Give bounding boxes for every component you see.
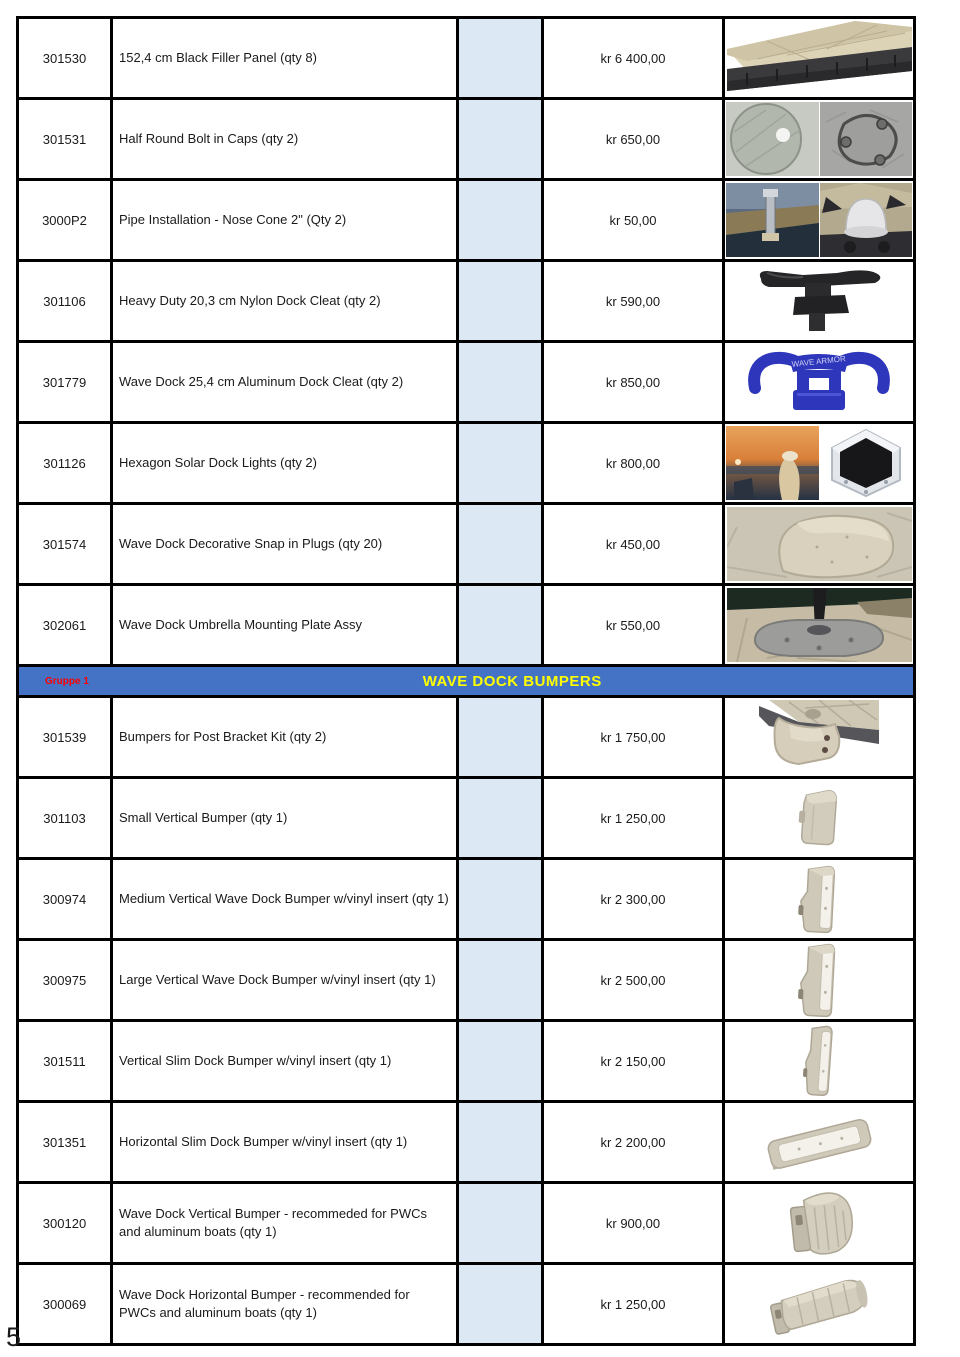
qty-cell bbox=[458, 1021, 543, 1102]
product-description: Pipe Installation - Nose Cone 2" (Qty 2) bbox=[112, 180, 458, 261]
product-id: 301103 bbox=[18, 778, 112, 859]
wave-dock-horizontal-bumper-photo bbox=[759, 1271, 879, 1337]
product-description: Hexagon Solar Dock Lights (qty 2) bbox=[112, 423, 458, 504]
product-price: kr 6 400,00 bbox=[543, 18, 724, 99]
qty-cell bbox=[458, 180, 543, 261]
product-photo-cell bbox=[724, 99, 915, 180]
product-id: 302061 bbox=[18, 585, 112, 666]
product-description: Medium Vertical Wave Dock Bumper w/vinyl insert (qty 1) bbox=[112, 859, 458, 940]
product-price: kr 1 250,00 bbox=[543, 1264, 724, 1345]
product-photo-cell bbox=[724, 1102, 915, 1183]
product-price: kr 800,00 bbox=[543, 423, 724, 504]
snap-in-plug-photo bbox=[727, 507, 912, 581]
qty-cell bbox=[458, 99, 543, 180]
product-photo-cell bbox=[724, 261, 915, 342]
large-vertical-bumper-photo bbox=[789, 942, 849, 1018]
product-photo-cell bbox=[724, 342, 915, 423]
table-row bbox=[18, 778, 915, 859]
qty-cell bbox=[458, 940, 543, 1021]
qty-cell bbox=[458, 697, 543, 778]
aluminum-dock-cleat-photo bbox=[741, 346, 897, 418]
product-description: Wave Dock Decorative Snap in Plugs (qty 20) bbox=[112, 504, 458, 585]
qty-cell bbox=[458, 342, 543, 423]
product-description: Vertical Slim Dock Bumper w/vinyl insert (qty 1) bbox=[112, 1021, 458, 1102]
table-row bbox=[18, 859, 915, 940]
group-label: Gruppe 1 bbox=[18, 666, 112, 697]
wave-dock-vertical-bumper-photo bbox=[776, 1187, 862, 1259]
product-id: 3000P2 bbox=[18, 180, 112, 261]
product-price: kr 2 150,00 bbox=[543, 1021, 724, 1102]
table-row bbox=[18, 1264, 915, 1345]
product-photo-cell bbox=[724, 859, 915, 940]
product-id: 301779 bbox=[18, 342, 112, 423]
product-id: 300120 bbox=[18, 1183, 112, 1264]
product-id: 301106 bbox=[18, 261, 112, 342]
product-price: kr 2 500,00 bbox=[543, 940, 724, 1021]
qty-cell bbox=[458, 1102, 543, 1183]
table-row bbox=[18, 1183, 915, 1264]
qty-cell bbox=[458, 1264, 543, 1345]
bolt-in-caps-photo bbox=[820, 102, 912, 176]
product-id: 301539 bbox=[18, 697, 112, 778]
post-bracket-bumper-photo bbox=[759, 700, 879, 774]
horizontal-slim-bumper-photo bbox=[754, 1110, 884, 1174]
section-title: WAVE DOCK BUMPERS bbox=[112, 666, 915, 697]
product-id: 300069 bbox=[18, 1264, 112, 1345]
nylon-dock-cleat-photo bbox=[753, 265, 885, 337]
table-row bbox=[18, 18, 915, 99]
section-banner bbox=[18, 666, 915, 697]
product-photo-cell bbox=[724, 18, 915, 99]
qty-cell bbox=[458, 859, 543, 940]
table-row bbox=[18, 99, 915, 180]
product-price: kr 450,00 bbox=[543, 504, 724, 585]
medium-vertical-bumper-photo bbox=[787, 862, 851, 936]
product-photo-cell bbox=[724, 180, 915, 261]
qty-cell bbox=[458, 1183, 543, 1264]
product-description: Wave Dock Horizontal Bumper - recommended for PWCs and aluminum boats (qty 1) bbox=[112, 1264, 458, 1345]
hexagon-solar-light-photo bbox=[726, 426, 819, 500]
table-row bbox=[18, 261, 915, 342]
product-id: 300974 bbox=[18, 859, 112, 940]
table-row bbox=[18, 585, 915, 666]
product-id: 301126 bbox=[18, 423, 112, 504]
nose-cone-photo bbox=[726, 183, 819, 257]
product-photo-cell bbox=[724, 504, 915, 585]
product-price: kr 1 750,00 bbox=[543, 697, 724, 778]
table-row bbox=[18, 342, 915, 423]
qty-cell bbox=[458, 18, 543, 99]
product-description: Wave Dock 25,4 cm Aluminum Dock Cleat (qty 2) bbox=[112, 342, 458, 423]
qty-cell bbox=[458, 261, 543, 342]
product-price: kr 1 250,00 bbox=[543, 778, 724, 859]
product-price: kr 550,00 bbox=[543, 585, 724, 666]
product-photo-cell bbox=[724, 697, 915, 778]
table-row bbox=[18, 180, 915, 261]
nose-cone-photo bbox=[820, 183, 912, 257]
product-description: Small Vertical Bumper (qty 1) bbox=[112, 778, 458, 859]
cleat-brand-text: WAVE ARMOR bbox=[791, 354, 847, 369]
product-description: Wave Dock Vertical Bumper - recommeded for PWCs and aluminum boats (qty 1) bbox=[112, 1183, 458, 1264]
product-price: kr 650,00 bbox=[543, 99, 724, 180]
qty-cell bbox=[458, 585, 543, 666]
product-description: Large Vertical Wave Dock Bumper w/vinyl insert (qty 1) bbox=[112, 940, 458, 1021]
product-description: Half Round Bolt in Caps (qty 2) bbox=[112, 99, 458, 180]
small-vertical-bumper-photo bbox=[783, 782, 855, 854]
product-id: 301351 bbox=[18, 1102, 112, 1183]
product-price: kr 2 200,00 bbox=[543, 1102, 724, 1183]
product-photo-cell bbox=[724, 585, 915, 666]
dock-filler-panel-photo bbox=[727, 21, 912, 95]
qty-cell bbox=[458, 778, 543, 859]
product-photo-cell bbox=[724, 423, 915, 504]
product-id: 300975 bbox=[18, 940, 112, 1021]
umbrella-mounting-plate-photo bbox=[727, 588, 912, 662]
qty-cell bbox=[458, 423, 543, 504]
product-id: 301574 bbox=[18, 504, 112, 585]
product-photo-cell bbox=[724, 1021, 915, 1102]
product-id: 301530 bbox=[18, 18, 112, 99]
product-id: 301531 bbox=[18, 99, 112, 180]
product-description: Wave Dock Umbrella Mounting Plate Assy bbox=[112, 585, 458, 666]
product-price: kr 50,00 bbox=[543, 180, 724, 261]
product-description: 152,4 cm Black Filler Panel (qty 8) bbox=[112, 18, 458, 99]
bolt-in-caps-photo bbox=[726, 102, 819, 176]
product-photo-cell bbox=[724, 940, 915, 1021]
table-row bbox=[18, 940, 915, 1021]
product-photo-cell bbox=[724, 1183, 915, 1264]
product-id: 301511 bbox=[18, 1021, 112, 1102]
table-row bbox=[18, 423, 915, 504]
table-row bbox=[18, 504, 915, 585]
table-row bbox=[18, 1102, 915, 1183]
table-row bbox=[18, 1021, 915, 1102]
product-description: Bumpers for Post Bracket Kit (qty 2) bbox=[112, 697, 458, 778]
table-row bbox=[18, 697, 915, 778]
vertical-slim-bumper-photo bbox=[794, 1023, 844, 1099]
product-price: kr 2 300,00 bbox=[543, 859, 724, 940]
product-description: Horizontal Slim Dock Bumper w/vinyl insert (qty 1) bbox=[112, 1102, 458, 1183]
product-price-table bbox=[16, 16, 916, 1346]
page-number: 5 bbox=[6, 1322, 22, 1352]
product-photo-cell bbox=[724, 778, 915, 859]
product-price: kr 590,00 bbox=[543, 261, 724, 342]
product-price: kr 850,00 bbox=[543, 342, 724, 423]
product-photo-cell bbox=[724, 1264, 915, 1345]
hexagon-solar-light-photo bbox=[820, 426, 912, 500]
qty-cell bbox=[458, 504, 543, 585]
product-price: kr 900,00 bbox=[543, 1183, 724, 1264]
product-description: Heavy Duty 20,3 cm Nylon Dock Cleat (qty 2) bbox=[112, 261, 458, 342]
